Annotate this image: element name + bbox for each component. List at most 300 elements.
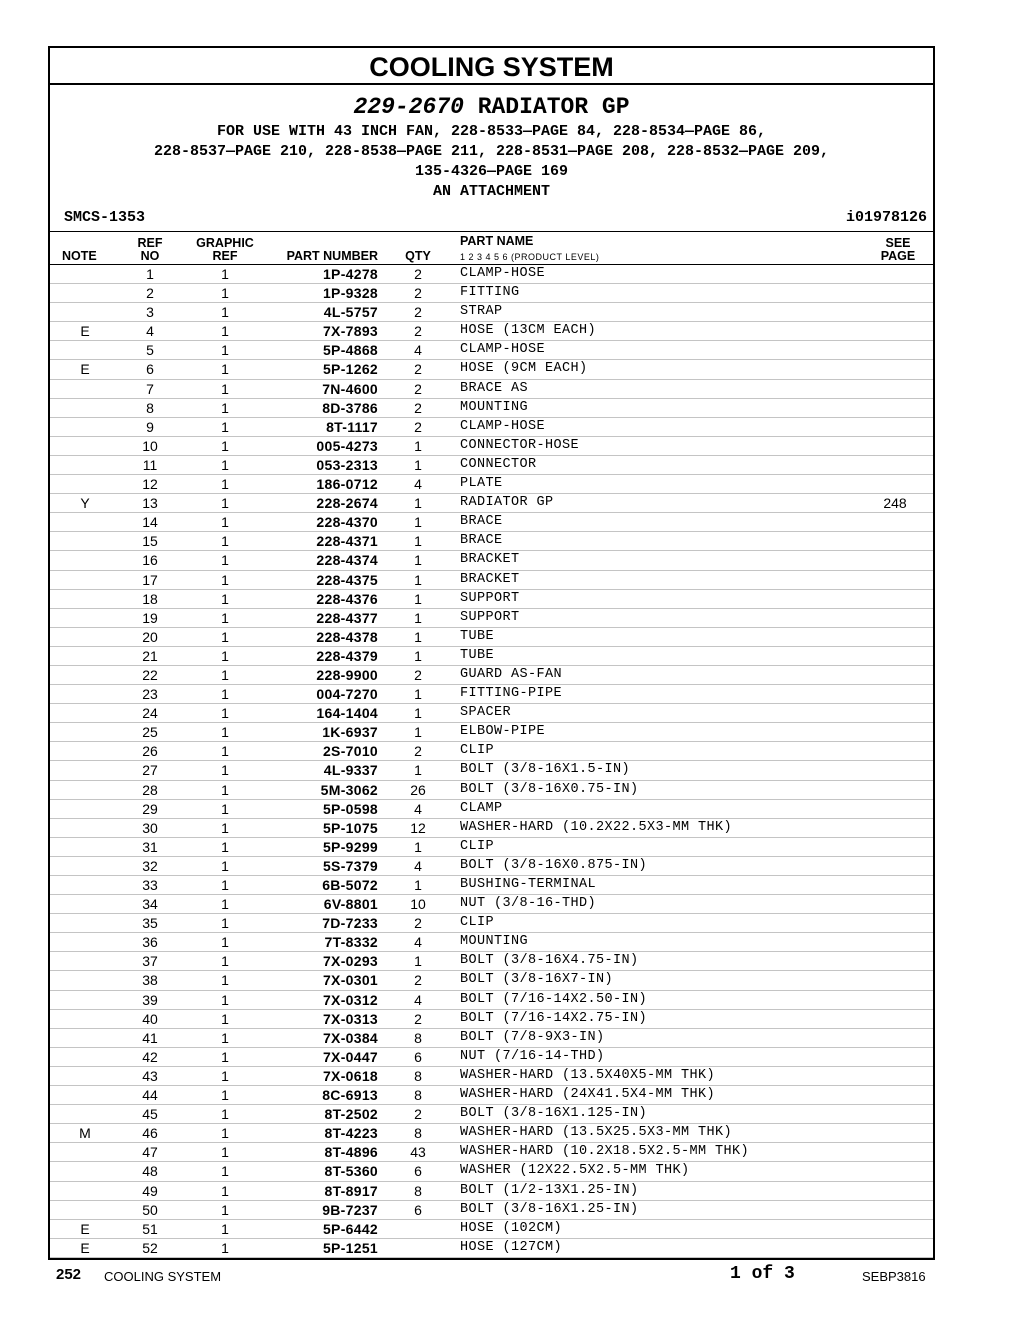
row-graphic-ref: 1 [221,972,229,989]
row-ref-no: 32 [142,857,158,874]
table-row [50,666,933,685]
row-part-name: ELBOW-PIPE [460,724,546,740]
row-graphic-ref: 1 [221,1067,229,1084]
row-part-name: CLIP [460,838,495,854]
row-ref-no: 38 [142,972,158,989]
col-see-page-line1: SEE [885,236,911,250]
row-part-name: HOSE (9CM EACH) [460,361,588,377]
row-ref-no: 44 [142,1087,158,1104]
row-part-name: BOLT (3/8-16X0.75-IN) [460,781,639,797]
row-graphic-ref: 1 [221,533,229,550]
row-qty: 12 [410,819,426,836]
row-ref-no: 39 [142,991,158,1008]
row-qty: 4 [414,857,422,874]
row-part-number: 186-0712 [316,476,378,493]
row-part-number: 8T-8917 [324,1182,378,1199]
table-row [50,1201,933,1220]
row-qty: 1 [414,877,422,893]
row-ref-no: 48 [142,1163,158,1180]
row-part-number: 228-4379 [316,647,378,664]
row-part-number: 1P-9328 [322,285,378,302]
row-ref-no: 5 [146,342,154,359]
row-qty: 43 [410,1144,426,1161]
table-row [50,819,933,838]
row-part-name: BOLT (7/16-14X2.75-IN) [460,1010,648,1026]
row-part-name: BRACE AS [460,380,529,396]
row-part-number: 053-2313 [316,456,378,473]
row-qty: 8 [414,1029,422,1046]
row-part-name: BOLT (3/8-16X1.25-IN) [460,1201,639,1217]
row-qty: 8 [414,1067,422,1084]
table-row [50,551,933,570]
group-title [50,94,933,120]
col-see-page-line2: PAGE [880,249,916,263]
row-qty: 2 [414,1010,422,1027]
table-row [50,704,933,723]
row-part-number: 7D-7233 [322,915,378,932]
row-ref-no: 8 [146,399,154,416]
row-qty: 2 [414,1106,422,1123]
table-row [50,1182,933,1201]
table-row [50,1086,933,1105]
row-part-number: 228-4370 [316,514,378,531]
table-row [50,1239,933,1258]
row-part-number: 228-4378 [316,628,378,645]
row-graphic-ref: 1 [221,399,229,416]
table-row [50,360,933,379]
row-qty: 1 [414,647,422,664]
row-qty: 1 [414,686,422,703]
footer-page-number: 252 [56,1266,82,1283]
row-graphic-ref: 1 [221,877,229,893]
row-ref-no: 43 [142,1067,158,1084]
row-graphic-ref: 1 [221,266,229,282]
row-graphic-ref: 1 [221,1125,229,1142]
table-row [50,532,933,551]
row-ref-no: 29 [142,800,158,817]
row-graphic-ref: 1 [221,342,229,359]
row-part-number: 005-4273 [316,437,378,454]
row-graphic-ref: 1 [221,361,229,378]
row-ref-no: 16 [142,552,158,569]
row-graphic-ref: 1 [221,437,229,454]
row-ref-no: 28 [142,781,158,798]
row-part-name: CONNECTOR [460,456,537,472]
col-ref-no-line1: REF [137,236,163,250]
row-part-name: BOLT (3/8-16X1.5-IN) [460,762,631,778]
row-qty: 10 [410,896,426,913]
row-part-number: 8T-2502 [324,1106,378,1123]
row-qty: 1 [414,533,422,550]
row-qty: 2 [414,323,422,340]
table-row [50,876,933,895]
row-part-name: MOUNTING [460,399,529,415]
row-part-name: BOLT (3/8-16X1.125-IN) [460,1106,648,1122]
row-ref-no: 11 [142,456,158,473]
row-qty: 1 [414,838,422,855]
row-ref-no: 46 [142,1125,158,1142]
row-ref-no: 31 [142,838,158,855]
row-part-name: NUT (7/16-14-THD) [460,1048,605,1064]
table-row [50,647,933,666]
row-part-name: BRACKET [460,552,520,568]
table-row [50,991,933,1010]
row-part-number: 5S-7379 [322,857,378,874]
row-ref-no: 23 [142,686,158,703]
row-part-number: 1P-4278 [322,266,378,282]
row-part-name: HOSE (102CM) [460,1220,563,1236]
row-qty: 1 [414,552,422,569]
row-part-name: SPACER [460,705,512,721]
row-note: E [80,1239,90,1256]
row-part-name: HOSE (13CM EACH) [460,323,597,339]
row-part-name: CLAMP [460,800,503,816]
row-graphic-ref: 1 [221,418,229,435]
table-row [50,628,933,647]
row-part-number: 5P-6442 [322,1220,378,1237]
row-qty: 2 [414,285,422,302]
row-graphic-ref: 1 [221,1239,229,1256]
row-ref-no: 4 [146,323,154,340]
row-ref-no: 45 [142,1106,158,1123]
row-graphic-ref: 1 [221,896,229,913]
row-ref-no: 10 [142,437,158,454]
row-qty: 6 [414,1201,422,1218]
row-part-name: FITTING [460,285,520,301]
row-ref-no: 49 [142,1182,158,1199]
row-graphic-ref: 1 [221,456,229,473]
row-part-number: 8T-5360 [324,1163,378,1180]
row-part-number: 7X-0447 [322,1048,378,1065]
row-ref-no: 36 [142,934,158,951]
row-graphic-ref: 1 [221,724,229,741]
row-part-name: BOLT (3/8-16X0.875-IN) [460,857,648,873]
table-row [50,933,933,952]
col-note: NOTE [62,249,97,263]
row-part-number: 228-4376 [316,590,378,607]
row-part-number: 228-9900 [316,666,378,683]
row-qty: 2 [414,418,422,435]
row-part-name: BOLT (7/8-9X3-IN) [460,1029,605,1045]
row-ref-no: 35 [142,915,158,932]
row-graphic-ref: 1 [221,571,229,588]
table-row [50,303,933,322]
row-ref-no: 9 [146,418,154,435]
row-part-name: CONNECTOR-HOSE [460,437,580,453]
row-graphic-ref: 1 [221,1220,229,1237]
row-qty: 4 [414,800,422,817]
row-part-number: 7X-0301 [322,972,378,989]
row-ref-no: 22 [142,666,158,683]
footer-page-of: 1 of 3 [730,1264,795,1284]
group-number: 229-2670 [353,94,464,120]
row-graphic-ref: 1 [221,705,229,722]
row-graphic-ref: 1 [221,1048,229,1065]
row-ref-no: 19 [142,609,158,626]
table-row [50,475,933,494]
row-qty: 8 [414,1125,422,1142]
row-ref-no: 3 [146,304,154,321]
row-graphic-ref: 1 [221,666,229,683]
table-row [50,513,933,532]
row-qty: 2 [414,399,422,416]
row-graphic-ref: 1 [221,552,229,569]
row-ref-no: 27 [142,762,158,779]
row-part-number: 7X-0384 [322,1029,378,1046]
table-row [50,399,933,418]
row-qty: 1 [414,609,422,626]
row-part-number: 2S-7010 [322,743,378,760]
row-part-name: WASHER-HARD (24X41.5X4-MM THK) [460,1087,716,1103]
usage-line-1: FOR USE WITH 43 INCH FAN, 228-8533—PAGE 84, 228-8534—PAGE 86, [216,123,767,140]
row-qty: 2 [414,972,422,989]
group-name: RADIATOR GP [477,94,630,120]
row-part-number: 8T-1117 [326,418,378,435]
row-part-number: 7X-7893 [322,323,378,340]
table-row [50,838,933,857]
row-qty: 8 [414,1087,422,1104]
row-part-name: CLAMP-HOSE [460,266,546,281]
table-row [50,952,933,971]
row-ref-no: 6 [146,361,154,378]
table-row [50,1143,933,1162]
row-part-name: FITTING-PIPE [460,686,563,702]
footer-section: COOLING SYSTEM [104,1269,222,1284]
row-graphic-ref: 1 [221,1201,229,1218]
row-part-name: CLAMP-HOSE [460,418,546,434]
table-row [50,1220,933,1239]
row-qty: 1 [414,628,422,645]
row-qty: 8 [414,1182,422,1199]
row-graphic-ref: 1 [221,1106,229,1123]
row-part-number: 8T-4896 [324,1144,378,1161]
row-qty: 1 [414,495,422,512]
row-part-number: 5P-0598 [322,800,378,817]
row-ref-no: 21 [142,647,158,664]
table-row [50,742,933,761]
row-ref-no: 18 [142,590,158,607]
row-qty: 2 [414,361,422,378]
table-row [50,284,933,303]
row-part-number: 7X-0312 [322,991,378,1008]
row-graphic-ref: 1 [221,647,229,664]
row-part-number: 004-7270 [316,686,378,703]
table-row [50,494,933,513]
row-part-number: 164-1404 [316,705,378,722]
row-ref-no: 41 [142,1029,158,1046]
col-ref-no [130,237,170,263]
row-part-number: 8D-3786 [322,399,378,416]
row-part-name: PLATE [460,476,503,492]
row-graphic-ref: 1 [221,380,229,397]
row-part-name: BUSHING-TERMINAL [460,877,597,892]
row-see-page: 248 [883,495,907,512]
row-ref-no: 12 [142,476,158,493]
col-qty: QTY [405,249,431,263]
col-see-page [870,237,926,263]
table-row [50,1010,933,1029]
row-part-name: CLAMP-HOSE [460,342,546,358]
row-part-name: NUT (3/8-16-THD) [460,896,597,912]
row-qty: 2 [414,266,422,282]
row-part-name: WASHER-HARD (13.5X40X5-MM THK) [460,1067,716,1083]
row-part-name: BOLT (7/16-14X2.50-IN) [460,991,648,1007]
table-row [50,437,933,456]
row-part-name: WASHER (12X22.5X2.5-MM THK) [460,1163,690,1179]
row-ref-no: 20 [142,628,158,645]
row-part-number: 228-4377 [316,609,378,626]
row-part-number: 6B-5072 [322,877,378,893]
row-qty: 4 [414,991,422,1008]
table-row [50,590,933,609]
row-part-number: 9B-7237 [322,1201,378,1218]
row-graphic-ref: 1 [221,1163,229,1180]
table-row [50,1067,933,1086]
row-part-name: CLIP [460,743,495,759]
row-graphic-ref: 1 [221,514,229,531]
header-divider [50,231,933,232]
row-graphic-ref: 1 [221,590,229,607]
table-row [50,380,933,399]
col-graphic-ref [185,237,265,263]
row-qty: 1 [414,456,422,473]
row-ref-no: 30 [142,819,158,836]
row-qty: 1 [414,762,422,779]
row-qty: 1 [414,590,422,607]
col-graphic-ref-line2: REF [212,249,238,263]
row-part-name: MOUNTING [460,934,529,950]
table-row [50,857,933,876]
row-part-name: TUBE [460,647,495,663]
row-part-name: WASHER-HARD (10.2X18.5X2.5-MM THK) [460,1144,750,1160]
row-qty: 1 [414,514,422,531]
row-part-number: 6V-8801 [323,896,378,913]
row-graphic-ref: 1 [221,609,229,626]
row-part-number: 228-4371 [316,533,378,550]
table-row [50,1029,933,1048]
row-graphic-ref: 1 [221,838,229,855]
row-ref-no: 26 [142,743,158,760]
row-part-name: WASHER-HARD (10.2X22.5X3-MM THK) [460,819,733,835]
row-ref-no: 1 [146,266,154,282]
row-part-name: TUBE [460,628,495,644]
table-row [50,914,933,933]
row-part-number: 8T-4223 [324,1125,378,1142]
row-ref-no: 47 [142,1144,158,1161]
row-part-number: 7X-0313 [322,1010,378,1027]
table-row [50,341,933,360]
row-part-number: 5P-4868 [322,342,378,359]
row-part-number: 1K-6937 [322,724,378,741]
usage-line-2: 228-8537—PAGE 210, 228-8538—PAGE 211, 228-8531—PAGE 208, 228-8532—PAGE 209, [153,143,830,160]
row-part-name: BOLT (1/2-13X1.25-IN) [460,1182,639,1198]
row-ref-no: 25 [142,724,158,741]
row-graphic-ref: 1 [221,934,229,951]
parts-table-body [50,264,933,1258]
row-graphic-ref: 1 [221,1144,229,1161]
row-part-name: BRACE [460,514,503,530]
row-part-number: 7T-8332 [324,934,378,951]
row-graphic-ref: 1 [221,1182,229,1199]
row-qty: 4 [414,476,422,493]
row-qty: 1 [414,724,422,741]
table-row [50,781,933,800]
row-note: E [80,1220,90,1237]
row-ref-no: 14 [142,514,158,531]
table-row [50,322,933,341]
table-row [50,761,933,780]
row-part-number: 228-2674 [316,495,378,512]
row-part-name: WASHER-HARD (13.5X25.5X3-MM THK) [460,1125,733,1141]
row-graphic-ref: 1 [221,800,229,817]
row-part-number: 5P-9299 [322,838,378,855]
row-ref-no: 15 [142,533,158,550]
usage-line-3: 135-4326—PAGE 169 [414,163,569,180]
table-row [50,895,933,914]
row-ref-no: 33 [142,877,158,893]
row-part-number: 5P-1075 [322,819,378,836]
row-ref-no: 34 [142,896,158,913]
table-row [50,1162,933,1181]
row-part-name: SUPPORT [460,590,520,606]
row-qty: 4 [414,934,422,951]
col-ref-no-line2: NO [140,249,160,263]
row-note: Y [80,495,90,512]
row-qty: 1 [414,705,422,722]
row-graphic-ref: 1 [221,915,229,932]
table-row [50,609,933,628]
row-qty: 1 [414,953,422,970]
table-row [50,971,933,990]
row-graphic-ref: 1 [221,953,229,970]
row-graphic-ref: 1 [221,285,229,302]
usage-line-4: AN ATTACHMENT [432,183,551,200]
row-note: E [80,323,90,340]
row-qty: 2 [414,915,422,932]
col-part-number: PART NUMBER [286,249,378,263]
section-title: COOLING SYSTEM [50,48,933,85]
table-row [50,265,933,284]
row-part-number: 228-4374 [316,552,378,569]
row-note: E [80,361,90,378]
row-part-number: 7X-0618 [322,1067,378,1084]
row-graphic-ref: 1 [221,628,229,645]
row-part-number: 4L-5757 [323,304,378,321]
table-row [50,800,933,819]
row-graphic-ref: 1 [221,857,229,874]
row-ref-no: 24 [142,705,158,722]
row-part-name: RADIATOR GP [460,495,554,511]
row-graphic-ref: 1 [221,781,229,798]
row-graphic-ref: 1 [221,323,229,340]
parts-list-frame [48,46,935,1260]
table-row [50,723,933,742]
table-row [50,1048,933,1067]
row-part-name: SUPPORT [460,609,520,625]
row-graphic-ref: 1 [221,686,229,703]
row-qty: 2 [414,743,422,760]
row-part-name: BRACE [460,533,503,549]
row-graphic-ref: 1 [221,743,229,760]
row-part-number: 4L-9337 [323,762,378,779]
row-qty: 6 [414,1048,422,1065]
row-graphic-ref: 1 [221,476,229,493]
illustration-id: i01978126 [845,209,927,226]
row-part-number: 7N-4600 [322,380,378,397]
row-qty: 2 [414,380,422,397]
row-graphic-ref: 1 [221,1010,229,1027]
footer-doc-id: SEBP3816 [862,1269,926,1284]
